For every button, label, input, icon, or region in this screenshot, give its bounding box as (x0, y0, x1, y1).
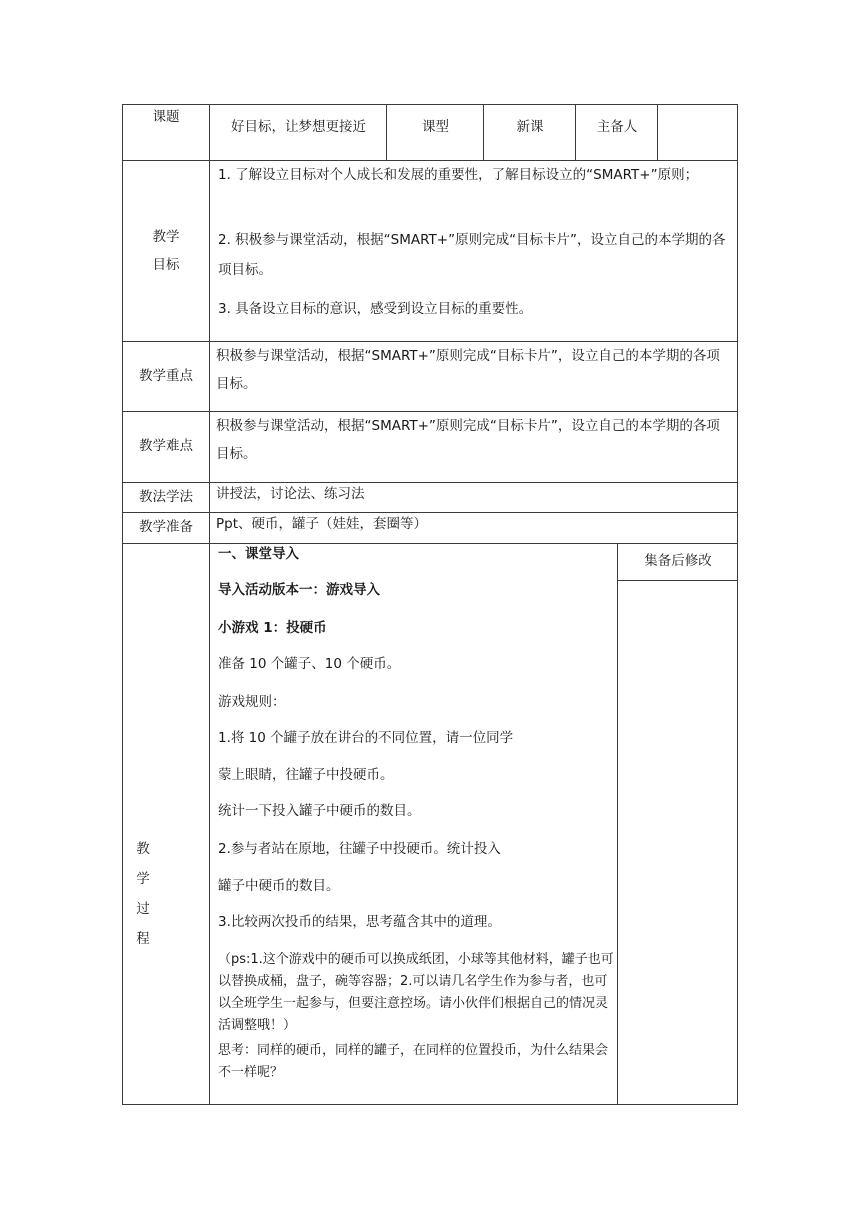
text-line: 2.参与者站在原地，往罐子中投硬币。统计投入 (218, 841, 501, 857)
topic-label: 课题 (152, 109, 180, 125)
game-heading: 小游戏 1：投硬币 (218, 620, 327, 636)
section-heading: 一、课堂导入 (218, 546, 299, 562)
methods-text: 讲授法，讨论法、练习法 (216, 486, 365, 502)
process-label-char: 学 (136, 871, 150, 887)
topic-value: 好目标，让梦想更接近 (231, 118, 366, 135)
objectives-content (216, 160, 734, 341)
methods-label: 教法学法 (139, 488, 193, 505)
preparer-value (658, 104, 738, 150)
lesson-type-value: 新课 (516, 118, 544, 135)
process-label (128, 834, 158, 958)
objective-item: 2. 积极参与课堂活动，根据“SMART+”原则完成“目标卡片”，设立自己的本学期的各项目标。 (218, 232, 726, 278)
preparation-label: 教学准备 (139, 519, 193, 536)
activity-heading: 导入活动版本一：游戏导入 (218, 582, 380, 598)
revision-header: 集备后修改 (644, 553, 712, 570)
process-label-char: 过 (136, 901, 150, 917)
text-line: 统计一下投入罐子中硬币的数目。 (218, 803, 421, 819)
process-label-char: 程 (136, 931, 150, 947)
text-line: 1.将 10 个罐子放在讲台的不同位置，请一位同学 (218, 730, 514, 746)
text-line: 罐子中硬币的数目。 (218, 878, 340, 894)
objectives-label-line1: 教学 (152, 228, 180, 245)
text-line: 3.比较两次投币的结果，思考蕴含其中的道理。 (218, 914, 501, 930)
lesson-type-label: 课型 (422, 118, 449, 135)
difficulties-label: 教学难点 (139, 438, 193, 455)
objective-item: 1. 了解设立目标对个人成长和发展的重要性，了解目标设立的“SMART+”原则； (218, 167, 699, 183)
difficulties-text: 积极参与课堂活动，根据“SMART+”原则完成“目标卡片”，设立自己的本学期的各项目标。 (216, 418, 720, 462)
process-label-char: 教 (136, 841, 150, 857)
text-line: 游戏规则： (218, 694, 286, 710)
objectives-label-line2: 目标 (152, 256, 180, 273)
objective-item: 3. 具备设立目标的意识，感受到设立目标的重要性。 (218, 301, 533, 317)
key-points-label: 教学重点 (139, 367, 193, 384)
process-content (218, 543, 614, 1104)
key-points-text: 积极参与课堂活动，根据“SMART+”原则完成“目标卡片”，设立自己的本学期的各项目标。 (216, 348, 720, 392)
preparation-text: Ppt、硬币，罐子（娃娃，套圈等） (216, 516, 428, 532)
reflection-question: 思考：同样的硬币，同样的罐子，在同样的位置投币，为什么结果会不一样呢？ (218, 1043, 609, 1080)
text-line: 蒙上眼睛，往罐子中投硬币。 (218, 767, 394, 783)
objectives-label (122, 160, 210, 341)
revision-notes-cell (618, 581, 738, 1104)
preparer-label: 主备人 (596, 118, 638, 135)
game-note: （ps:1.这个游戏中的硬币可以换成纸团，小球等其他材料，罐子也可以替换成桶，盘子，碗等容器；2.可以请几名学生作为参与者，也可以全班学生一起参与，但要注意控场。请小伙伴们根据自己的情况灵活调整哦！） (218, 952, 614, 1033)
text-line: 准备 10 个罐子、10 个硬币。 (218, 656, 401, 672)
